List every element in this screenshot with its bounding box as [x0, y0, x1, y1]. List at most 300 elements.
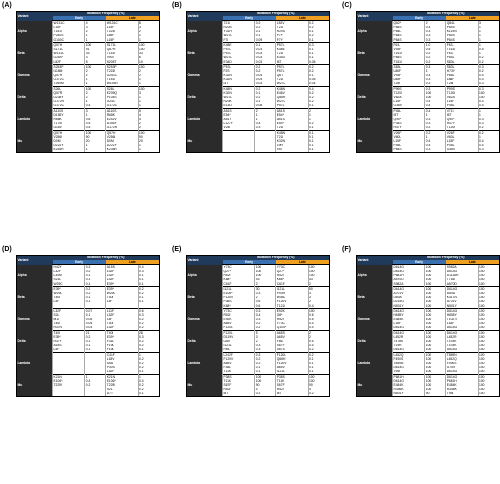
- data-cell: A51T: [223, 118, 255, 122]
- variant-cell: Beta: [17, 43, 53, 65]
- data-cell: Y31H: [223, 30, 255, 34]
- data-cell: D614G: [393, 326, 425, 331]
- data-cell: Q27*: [276, 270, 308, 274]
- data-cell: 0.2: [255, 362, 276, 366]
- data-cell: 2: [308, 300, 329, 304]
- data-cell: F490S: [446, 362, 478, 366]
- data-cell: 0.4: [138, 379, 159, 383]
- data-cell: G8*: [276, 313, 308, 317]
- data-cell: 0.1: [308, 52, 329, 56]
- data-cell: 0.1: [138, 296, 159, 300]
- data-cell: 0.1: [308, 139, 329, 143]
- data-cell: L15F: [106, 38, 138, 43]
- data-cell: 2: [308, 335, 329, 339]
- data-cell: V93F: [393, 48, 425, 52]
- data-cell: L4F: [53, 300, 85, 304]
- variant-cell: Lambda: [17, 109, 53, 131]
- variant-cell: Delta: [357, 87, 393, 109]
- data-cell: 0.3: [255, 126, 276, 131]
- variant-cell: Gamma: [357, 309, 393, 331]
- data-cell: T11K: [276, 379, 308, 383]
- data-cell: I5T: [276, 60, 308, 65]
- data-cell: 33: [85, 52, 106, 56]
- data-cell: 100: [478, 274, 499, 278]
- data-cell: 0.1: [255, 91, 276, 95]
- data-cell: 0.3: [478, 118, 499, 122]
- data-cell: 0.1: [85, 348, 106, 353]
- data-cell: 2: [255, 282, 276, 287]
- data-cell: 2: [255, 109, 276, 114]
- data-cell: 0.2: [255, 69, 276, 73]
- late-header: Late: [106, 260, 159, 265]
- data-cell: 1: [85, 38, 106, 43]
- data-cell: K48E: [276, 48, 308, 52]
- data-cell: A65V: [223, 322, 255, 326]
- data-cell: 0.4: [85, 104, 106, 109]
- data-cell: 0.2: [255, 392, 276, 396]
- data-cell: R52I: [223, 388, 255, 392]
- data-cell: T716I: [446, 278, 478, 282]
- data-cell: 1: [138, 34, 159, 38]
- data-cell: 100: [308, 309, 329, 314]
- data-cell: S982A: [446, 265, 478, 270]
- data-cell: 1: [85, 100, 106, 104]
- data-cell: D7T: [106, 392, 138, 396]
- data-cell: T151I: [53, 30, 85, 34]
- data-cell: I121L: [223, 344, 255, 348]
- data-cell: D1118H: [446, 274, 478, 278]
- data-cell: 0.2: [308, 26, 329, 30]
- data-cell: 0.03: [255, 52, 276, 56]
- data-cell: [53, 392, 85, 396]
- data-cell: W29C: [53, 282, 85, 287]
- data-cell: I5T: [446, 113, 478, 117]
- data-cell: 0.04: [255, 74, 276, 78]
- data-cell: 100: [478, 375, 499, 380]
- data-cell: T40I: [53, 331, 85, 336]
- data-cell: L86F: [393, 69, 425, 73]
- data-cell: 8: [138, 21, 159, 26]
- data-cell: 100: [425, 344, 446, 348]
- data-cell: H47Y: [393, 126, 425, 131]
- mutation-table: [356, 11, 500, 153]
- data-cell: P38S: [276, 375, 308, 380]
- data-cell: 3: [308, 292, 329, 296]
- data-cell: 3: [308, 296, 329, 300]
- data-cell: 0.3: [478, 87, 499, 92]
- data-cell: 3: [85, 56, 106, 60]
- data-cell: L88F: [446, 78, 478, 82]
- data-cell: 0.3: [255, 309, 276, 314]
- data-cell: 0.3: [478, 65, 499, 70]
- data-cell: 0.3: [478, 122, 499, 126]
- data-cell: Q57R: [53, 91, 85, 95]
- data-cell: 3: [85, 109, 106, 114]
- variant-cell: Gamma: [357, 65, 393, 87]
- data-cell: P45L: [393, 109, 425, 114]
- data-cell: P99S: [446, 87, 478, 92]
- data-cell: D614G: [446, 326, 478, 331]
- data-cell: 0.2: [138, 366, 159, 370]
- data-cell: I121L: [276, 370, 308, 375]
- data-cell: 20: [138, 139, 159, 143]
- data-cell: 0.09: [255, 38, 276, 43]
- data-cell: 0.2: [308, 34, 329, 38]
- data-cell: 100: [138, 43, 159, 48]
- data-cell: H655Y: [393, 313, 425, 317]
- data-cell: 20: [85, 139, 106, 143]
- data-cell: S21L: [53, 278, 85, 282]
- data-cell: I3T: [223, 82, 255, 87]
- data-cell: P84S: [393, 38, 425, 43]
- early-header: Early: [393, 16, 446, 21]
- data-cell: 100: [478, 287, 499, 292]
- data-cell: 100: [478, 366, 499, 370]
- mutation-frequency-header: Mutation Frequency (%): [393, 12, 500, 16]
- data-cell: P84S: [393, 148, 425, 152]
- late-header: Late: [106, 16, 159, 21]
- data-cell: 100: [425, 287, 446, 292]
- data-cell: 1: [138, 82, 159, 87]
- data-cell: 100: [478, 348, 499, 353]
- data-cell: V93F: [393, 74, 425, 78]
- data-cell: 0.2: [138, 340, 159, 344]
- data-cell: 0.2: [138, 292, 159, 296]
- data-cell: F7Y: [276, 38, 308, 43]
- data-cell: 0.2: [138, 326, 159, 331]
- data-cell: E39*: [53, 287, 85, 292]
- data-cell: 0.1: [308, 357, 329, 361]
- data-cell: V256I: [53, 135, 85, 139]
- data-cell: N501Y: [393, 304, 425, 309]
- variant-cell: Beta: [357, 287, 393, 309]
- data-cell: 1: [308, 113, 329, 117]
- data-cell: F63-: [393, 43, 425, 48]
- data-cell: 1: [478, 135, 499, 139]
- data-cell: Y73C: [223, 265, 255, 270]
- data-cell: G172C: [53, 104, 85, 109]
- data-cell: G172C: [53, 78, 85, 82]
- data-cell: D80A: [393, 296, 425, 300]
- data-cell: W45L: [276, 296, 308, 300]
- data-cell: 0.4: [255, 313, 276, 317]
- data-cell: Q62*: [393, 21, 425, 26]
- data-cell: 0.2: [138, 322, 159, 326]
- data-cell: 0.3: [478, 148, 499, 152]
- data-cell: D614G: [393, 309, 425, 314]
- data-cell: T151I: [106, 78, 138, 82]
- panel-label: (E): [172, 246, 182, 253]
- data-cell: Q57H: [106, 131, 138, 136]
- data-cell: 1: [85, 34, 106, 38]
- data-cell: 100: [425, 304, 446, 309]
- data-cell: 0.4: [478, 139, 499, 143]
- data-cell: 0.05: [308, 60, 329, 65]
- data-cell: 0.3: [478, 78, 499, 82]
- data-cell: 100: [478, 296, 499, 300]
- data-cell: 0.2: [255, 26, 276, 30]
- data-cell: 1: [138, 353, 159, 358]
- variant-cell: Mu: [17, 375, 53, 396]
- data-cell: E92K: [223, 318, 255, 322]
- data-cell: 0.1: [85, 296, 106, 300]
- data-cell: T151I: [393, 60, 425, 65]
- data-cell: 1: [478, 109, 499, 114]
- data-cell: 100: [255, 270, 276, 274]
- data-cell: 0.1: [85, 340, 106, 344]
- data-cell: 100: [425, 322, 446, 326]
- data-cell: 2: [138, 126, 159, 131]
- data-cell: Q90*: [393, 118, 425, 122]
- data-cell: 1.0: [425, 43, 446, 48]
- data-cell: E92K: [276, 309, 308, 314]
- panel-label: (A): [2, 2, 12, 9]
- data-cell: 100: [478, 304, 499, 309]
- data-cell: D614G: [446, 370, 478, 375]
- data-cell: 0.2: [478, 126, 499, 131]
- data-cell: 1: [478, 38, 499, 43]
- data-cell: D614G: [393, 366, 425, 370]
- data-cell: 100: [85, 131, 106, 136]
- data-cell: 100: [478, 278, 499, 282]
- data-cell: 100: [425, 366, 446, 370]
- data-cell: P57L: [223, 48, 255, 52]
- data-cell: 0.5: [308, 340, 329, 344]
- data-cell: 3: [85, 26, 106, 30]
- data-cell: 4: [85, 21, 106, 26]
- data-cell: D119V: [223, 335, 255, 339]
- data-cell: 100: [138, 65, 159, 70]
- data-cell: Q6T: [276, 74, 308, 78]
- variant-header: Variant: [17, 256, 53, 265]
- data-cell: P57L: [276, 104, 308, 109]
- data-cell: I121L: [223, 287, 255, 292]
- variant-cell: Lambda: [187, 353, 223, 375]
- data-cell: 4: [255, 388, 276, 392]
- data-cell: 0.1: [308, 370, 329, 375]
- data-cell: F31L: [106, 340, 138, 344]
- data-cell: K417N: [446, 296, 478, 300]
- data-cell: 100: [425, 274, 446, 278]
- data-cell: S5A: [106, 362, 138, 366]
- data-cell: H655Y: [446, 313, 478, 317]
- data-cell: P93H: [276, 292, 308, 296]
- data-cell: 2: [85, 69, 106, 73]
- late-header: Late: [276, 260, 329, 265]
- mutation-frequency-header: Mutation Frequency (%): [223, 256, 330, 260]
- data-cell: 100: [85, 43, 106, 48]
- data-cell: 0.1: [308, 131, 329, 136]
- data-cell: 0.2: [425, 60, 446, 65]
- data-cell: F120V: [223, 296, 255, 300]
- early-header: Early: [53, 16, 106, 21]
- data-cell: 50: [308, 287, 329, 292]
- data-cell: S67F: [276, 344, 308, 348]
- data-cell: 0.1: [85, 278, 106, 282]
- data-cell: K48E: [223, 43, 255, 48]
- variant-cell: Lambda: [187, 109, 223, 131]
- data-cell: W27L: [223, 96, 255, 100]
- data-cell: 0.03: [255, 56, 276, 60]
- data-cell: G251C: [106, 74, 138, 78]
- variant-cell: Lambda: [357, 109, 393, 131]
- data-cell: 0.1: [308, 74, 329, 78]
- panel-label: (C): [342, 2, 352, 9]
- data-cell: Q57H: [53, 74, 85, 78]
- data-cell: D80A: [446, 292, 478, 296]
- data-cell: 100: [425, 335, 446, 339]
- data-cell: 100: [425, 383, 446, 387]
- data-cell: E54*: [276, 113, 308, 117]
- data-cell: S982A: [393, 282, 425, 287]
- variant-cell: Alpha: [187, 265, 223, 287]
- data-cell: P681H: [393, 274, 425, 278]
- variant-cell: Beta: [187, 287, 223, 309]
- data-cell: T95I: [393, 370, 425, 375]
- data-cell: T229I: [53, 383, 85, 387]
- data-cell: 0.2: [255, 87, 276, 92]
- data-cell: T223I: [106, 69, 138, 73]
- data-cell: 100: [478, 331, 499, 336]
- data-cell: D215G: [393, 300, 425, 304]
- data-cell: Q57H: [53, 43, 85, 48]
- data-cell: 0.1: [308, 30, 329, 34]
- data-cell: 1: [255, 113, 276, 117]
- data-cell: T40I: [106, 322, 138, 326]
- data-cell: V60L: [393, 135, 425, 139]
- data-cell: 0.4: [308, 304, 329, 309]
- data-cell: 0.2: [425, 56, 446, 60]
- data-cell: P84S: [446, 34, 478, 38]
- data-cell: 0.1: [255, 30, 276, 34]
- data-cell: 0.1: [308, 104, 329, 109]
- data-cell: 0.1: [255, 370, 276, 375]
- data-cell: 91: [85, 48, 106, 52]
- data-cell: 2: [138, 74, 159, 78]
- data-cell: 1: [478, 113, 499, 117]
- data-cell: H42Y: [53, 265, 85, 270]
- mutation-table: [186, 11, 330, 153]
- data-cell: 90: [255, 383, 276, 387]
- data-cell: 100: [425, 370, 446, 375]
- data-cell: 0.1: [255, 100, 276, 104]
- variant-cell: Delta: [17, 87, 53, 109]
- data-cell: 0.4: [308, 326, 329, 331]
- data-cell: 0.3: [138, 335, 159, 339]
- data-cell: 0.4: [138, 265, 159, 270]
- mutation-frequency-header: Mutation Frequency (%): [53, 12, 160, 16]
- data-cell: 2: [255, 296, 276, 300]
- data-cell: R68K: [53, 118, 85, 122]
- data-cell: E39*: [106, 335, 138, 339]
- data-cell: P30S: [106, 366, 138, 370]
- data-cell: 100: [478, 300, 499, 304]
- data-cell: H37Y: [53, 340, 85, 344]
- data-cell: 1: [425, 69, 446, 73]
- data-cell: 0.2: [85, 287, 106, 292]
- data-cell: P57L: [276, 69, 308, 73]
- data-cell: 100: [308, 375, 329, 380]
- data-cell: Q104*: [276, 326, 308, 331]
- data-cell: W29L: [53, 292, 85, 296]
- data-cell: T175I: [53, 122, 85, 126]
- data-cell: 0.04: [255, 78, 276, 82]
- data-cell: P57L: [223, 65, 255, 70]
- data-cell: 21: [85, 331, 106, 336]
- data-cell: 2: [85, 74, 106, 78]
- data-cell: F38L: [223, 366, 255, 370]
- data-cell: L452Q: [393, 353, 425, 358]
- data-cell: 3: [255, 335, 276, 339]
- data-cell: 1: [85, 113, 106, 117]
- data-cell: F490S: [393, 357, 425, 361]
- data-cell: S253P: [106, 65, 138, 70]
- data-cell: 0.5: [478, 48, 499, 52]
- data-cell: 0.1: [255, 366, 276, 370]
- data-cell: E34D: [276, 56, 308, 60]
- panel-label: (D): [2, 246, 12, 253]
- data-cell: 100: [425, 292, 446, 296]
- data-cell: V24I: [223, 126, 255, 131]
- data-cell: L15F: [393, 139, 425, 143]
- data-cell: 3: [138, 26, 159, 30]
- variant-header: Variant: [357, 12, 393, 21]
- data-cell: L9H: [276, 144, 308, 148]
- data-cell: L15F: [393, 100, 425, 104]
- data-cell: T21I: [276, 135, 308, 139]
- data-cell: 0.2: [255, 65, 276, 70]
- data-cell: A110S: [53, 109, 85, 114]
- data-cell: 100: [478, 362, 499, 366]
- data-cell: L85F: [106, 34, 138, 38]
- data-cell: P7F: [276, 34, 308, 38]
- data-cell: T11K: [223, 379, 255, 383]
- data-cell: D614G: [446, 270, 478, 274]
- data-cell: D0M: [106, 139, 138, 143]
- data-cell: E484K: [446, 383, 478, 387]
- data-cell: 90: [138, 135, 159, 139]
- data-cell: L32F: [106, 278, 138, 282]
- data-cell: S83L: [393, 65, 425, 70]
- variant-header: Variant: [187, 12, 223, 21]
- data-cell: A570D: [393, 278, 425, 282]
- data-cell: A65V: [276, 335, 308, 339]
- variant-cell: Gamma: [187, 309, 223, 331]
- data-cell: 0.1: [308, 38, 329, 43]
- data-cell: 100: [85, 87, 106, 92]
- data-cell: F86-: [276, 340, 308, 344]
- data-cell: 100: [138, 87, 159, 92]
- data-cell: 100: [425, 326, 446, 331]
- data-cell: R52I: [276, 388, 308, 392]
- data-cell: 0.5: [85, 122, 106, 126]
- data-cell: G75V: [446, 366, 478, 370]
- data-cell: 0.3: [425, 82, 446, 87]
- data-cell: R52I: [223, 313, 255, 317]
- variant-cell: Beta: [357, 43, 393, 65]
- data-cell: 0.2: [308, 21, 329, 26]
- variant-cell: Mu: [187, 375, 223, 396]
- data-cell: L15F: [53, 26, 85, 30]
- data-cell: 2: [85, 91, 106, 95]
- data-cell: 100: [255, 375, 276, 380]
- data-cell: K68*: [223, 278, 255, 282]
- data-cell: 0.2: [255, 96, 276, 100]
- data-cell: 100: [425, 348, 446, 353]
- data-cell: L452R: [393, 335, 425, 339]
- data-cell: R52I: [276, 318, 308, 322]
- data-cell: G172C: [106, 104, 138, 109]
